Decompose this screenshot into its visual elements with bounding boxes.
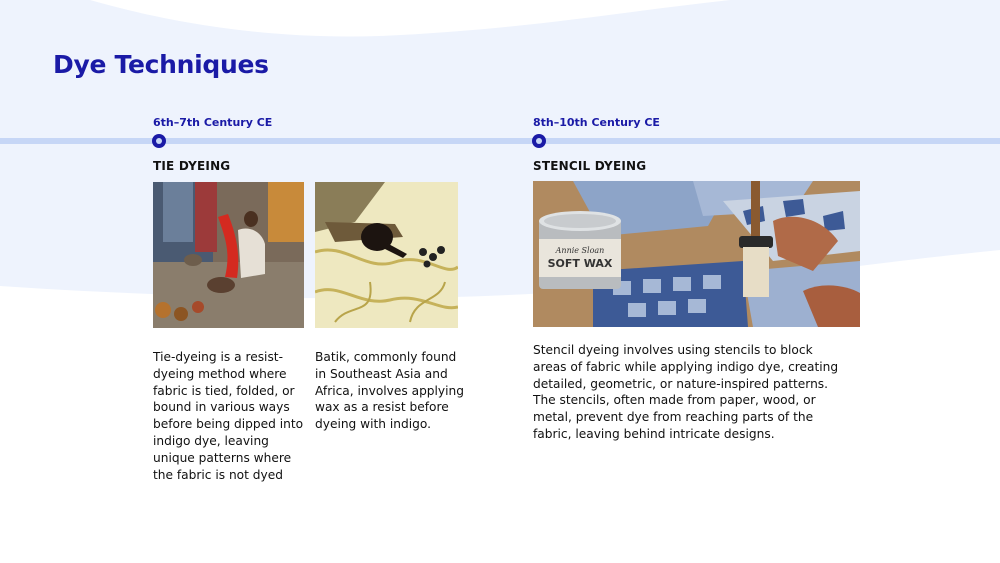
section-title-tie-dyeing: TIE DYEING <box>153 159 231 173</box>
timeline-marker-stencil-dyeing <box>532 134 546 148</box>
timeline-line <box>0 138 1000 144</box>
wax-can-label-name: SOFT WAX <box>547 257 613 270</box>
era-label-tie-dyeing: 6th–7th Century CE <box>153 116 273 129</box>
era-label-stencil-dyeing: 8th–10th Century CE <box>533 116 660 129</box>
tie-dye-artisan-photo <box>153 182 304 328</box>
stencil-dyeing-photo <box>533 181 860 327</box>
tie-dyeing-description: Tie-dyeing is a resist-dyeing method where fabric is tied, folded, or bound in various ways before being dipped into indigo dye, leaving unique patterns where the fabric is not dyed <box>153 350 304 482</box>
page-title: Dye Techniques <box>53 50 269 79</box>
timeline-marker-tie-dyeing <box>152 134 166 148</box>
batik-wax-application-photo <box>315 182 458 328</box>
wax-can-label-brand: Annie Sloan <box>555 246 605 255</box>
batik-description: Batik, commonly found in Southeast Asia and Africa, involves applying wax as a resist before dyeing with indigo. <box>315 350 464 432</box>
section-title-stencil-dyeing: STENCIL DYEING <box>533 159 647 173</box>
stencil-dyeing-description: Stencil dyeing involves using stencils to block areas of fabric while applying indigo dye, creating detailed, geometric, or nature-inspired patterns. The stencils, often made from paper, wood, or metal, prevent dye from reaching parts of the fabric, leaving behind intricate designs. <box>533 343 839 441</box>
